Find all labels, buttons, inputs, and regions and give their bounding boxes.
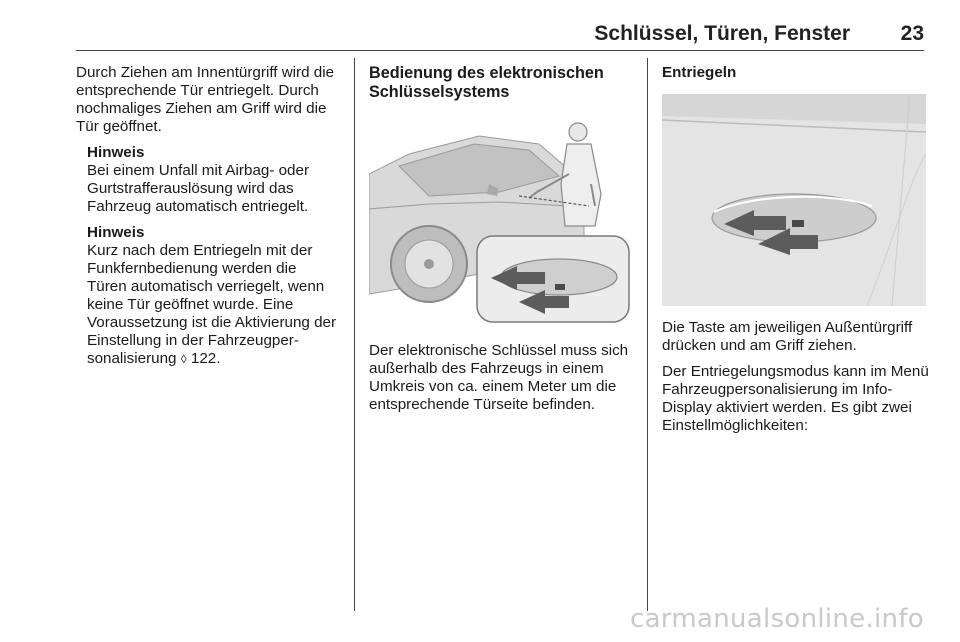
note-text: [87, 242, 340, 368]
page-number: 23: [900, 22, 924, 45]
page-reference[interactable]: 122.: [190, 350, 221, 367]
column-middle-text: [369, 342, 637, 422]
note-auto-lock: [87, 224, 340, 368]
note-title: Hinweis: [87, 144, 145, 161]
proximity-paragraph: Der elektronische Schlüssel muss sich außerhalb des Fahrzeugs in einem Umkreis von ca. einem Meter um die entsprechende Türseite befinden.: [369, 342, 629, 413]
column-left: [76, 64, 340, 376]
car-door-illustration: [369, 114, 633, 326]
note-title: Hinweis: [87, 224, 145, 241]
column-right: [662, 64, 930, 90]
column-middle: [369, 64, 637, 110]
column-right-text: [662, 319, 930, 443]
header-rule: [76, 50, 924, 51]
column-divider-1: [354, 58, 355, 611]
note-body: Kurz nach dem Entriegeln mit der Funkfernbedienung werden die Türen automatisch verriegelt, wenn keine Tür geöffnet wurde. Eine Voraussetzung ist die Aktivierung der Einstellung in der Fahrzeugpersonalisierung: [87, 242, 337, 367]
running-header: Schlüssel, Türen, Fenster: [594, 22, 850, 45]
intro-paragraph: Durch Ziehen am Innentürgriff wird die entsprechende Tür entriegelt. Durch nochmaliges Ziehen am Griff wird die Tür geöffnet.: [76, 64, 335, 135]
note-airbag: [87, 144, 340, 216]
column-divider-2: [647, 58, 648, 611]
section-heading: Bedienung des elektronischen Schlüsselsystems: [369, 64, 604, 101]
unlock-paragraph-1: Die Taste am jeweiligen Außentürgriff drücken und am Griff ziehen.: [662, 319, 913, 354]
unlock-paragraph-2: Der Entriegelungsmodus kann im Menü Fahrzeugpersonalisierung im Info-Display aktiviert werden. Es gibt zwei Einstellmöglichkeiten:: [662, 363, 929, 434]
note-text: Bei einem Unfall mit Airbag- oder Gurtstrafferauslösung wird das Fahrzeug automatisch entriegelt.: [87, 162, 310, 215]
sub-heading: Entriegeln: [662, 64, 737, 81]
page-reference-icon: ◊: [180, 352, 187, 366]
door-handle-illustration: [662, 94, 926, 306]
watermark: carmanualsonline.info: [629, 604, 924, 634]
